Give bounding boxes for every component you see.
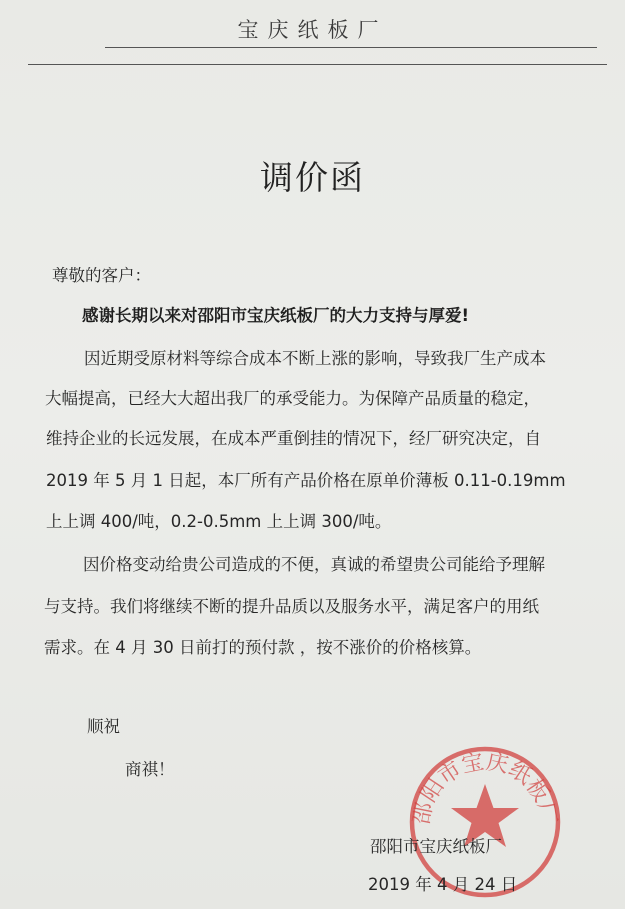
thanks-line: 感谢长期以来对邵阳市宝庆纸板厂的大力支持与厚爱! — [82, 306, 470, 325]
salutation: 尊敬的客户： — [52, 266, 151, 285]
paragraph1-line: 维持企业的长远发展，在成本严重倒挂的情况下，经厂研究决定，自 — [46, 429, 541, 448]
closing-wish: 商祺！ — [125, 760, 175, 779]
signature-date: 2019 年 4 月 24 日 — [368, 875, 518, 894]
svg-text:邵阳市宝庆纸板厂: 邵阳市宝庆纸板厂 — [409, 749, 561, 827]
letterhead-rule-bottom — [28, 64, 607, 65]
signature-company: 邵阳市宝庆纸板厂 — [370, 837, 502, 856]
paragraph2-line: 与支持。我们将继续不断的提升品质以及服务水平，满足客户的用纸 — [44, 597, 539, 616]
document-title: 调价函 — [260, 158, 365, 197]
paragraph1-line: 2019 年 5 月 1 日起，本厂所有产品价格在原单价薄板 0.11-0.19mm — [46, 471, 566, 490]
paragraph2-line: 因价格变动给贵公司造成的不便，真诚的希望贵公司能给予理解 — [83, 555, 545, 574]
closing-greeting: 顺祝 — [87, 717, 120, 736]
paragraph2-line: 需求。在 4 月 30 日前打的预付款 ，按不涨价的价格核算。 — [44, 638, 482, 657]
paragraph1-line: 上上调 400/吨，0.2-0.5mm 上上调 300/吨。 — [46, 512, 392, 531]
paragraph1-line: 大幅提高，已经大大超出我厂的承受能力。为保障产品质量的稳定， — [45, 389, 540, 408]
letterhead-rule-top — [105, 47, 597, 48]
paragraph1-line: 因近期受原材料等综合成本不断上涨的影响，导致我厂生产成本 — [84, 349, 546, 368]
letterhead-company-name: 宝庆纸板厂 — [237, 18, 388, 42]
